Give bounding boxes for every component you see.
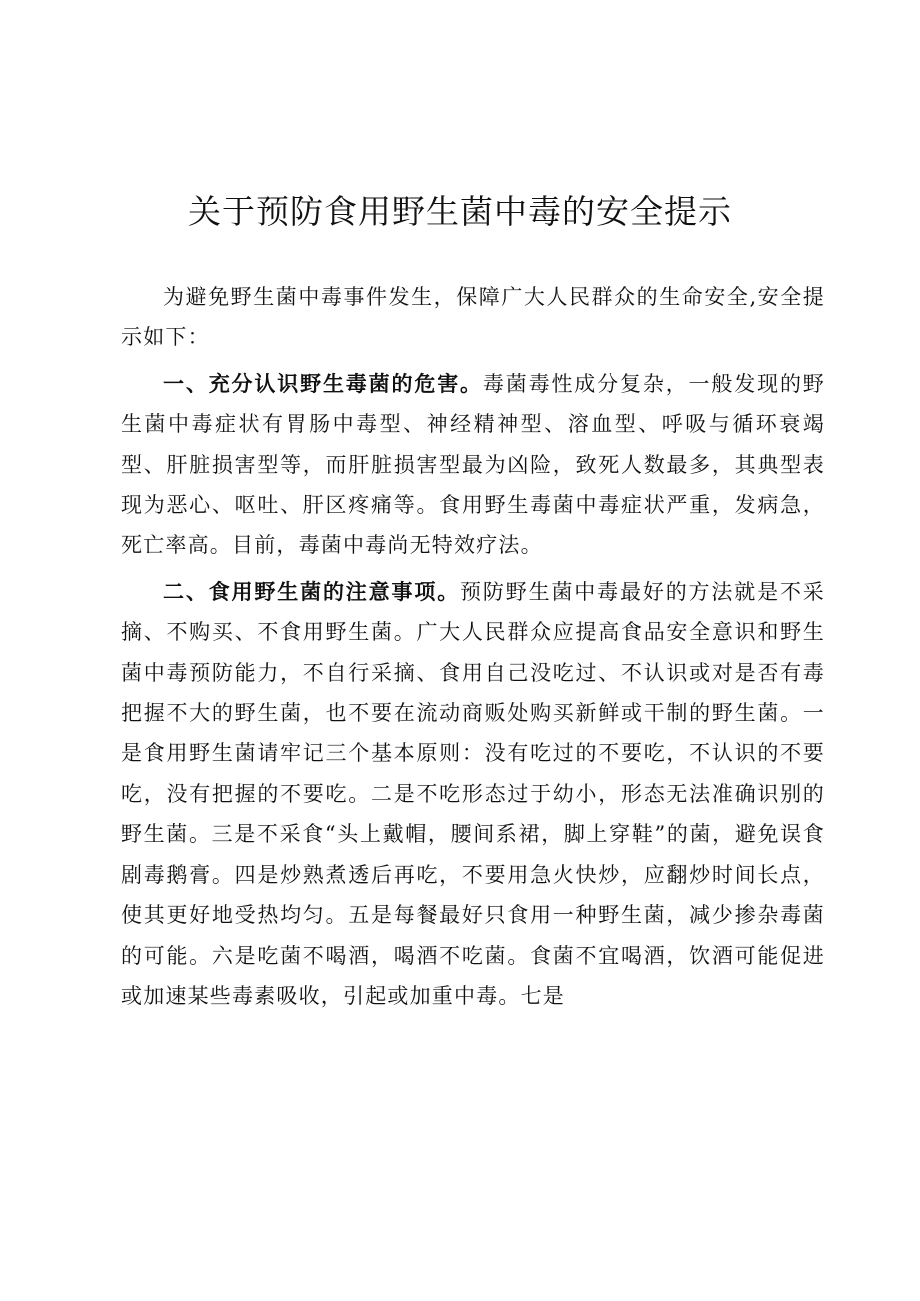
section-1-paragraph xyxy=(121,364,825,566)
document-title: 关于预防食用野生菌中毒的安全提示 xyxy=(188,192,732,231)
section-2-text: 预防野生菌中毒最好的方法就是不采摘、不购买、不食用野生菌。广大人民群众应提高食品安全意识和野生菌中毒预防能力，不自行采摘、食用自己没吃过、不认识或对是否有毒把握不大的野生菌，也不要在流动商贩处购买新鲜或干制的野生菌。一是食用野生菌请牢记三个基本原则：没有吃过的不要吃，不认识的不要吃，没有把握的不要吃。二是不吃形态过于幼小，形态无法准确识别的野生菌。三是不采食“头上戴帽，腰间系裙，脚上穿鞋”的菌，避免误食剧毒鹅膏。四是炒熟煮透后再吃，不要用急火快炒，应翻炒时间长点，使其更好地受热均匀。五是每餐最好只食用一种野生菌，减少掺杂毒菌的可能。六是吃菌不喝酒，喝酒不吃菌。食菌不宜喝酒，饮酒可能促进或加速某些毒素吸收，引起或加重中毒。七是 xyxy=(121,579,825,1008)
section-2-paragraph xyxy=(121,572,825,1016)
intro-paragraph: 为避免野生菌中毒事件发生，保障广大人民群众的生命安全,安全提示如下： xyxy=(121,285,825,350)
document-body xyxy=(121,277,825,1016)
section-1-text: 毒菌毒性成分复杂，一般发现的野生菌中毒症状有胃肠中毒型、神经精神型、溶血型、呼吸与循环衰竭型、肝脏损害型等，而肝脏损害型最为凶险，致死人数最多，其典型表现为恶心、呕吐、肝区疼痛等。食用野生毒菌中毒症状严重，发病急，死亡率高。目前，毒菌中毒尚无特效疗法。 xyxy=(121,371,825,558)
section-2-heading: 二、食用野生菌的注意事项。 xyxy=(163,579,461,604)
section-1-heading: 一、充分认识野生毒菌的危害。 xyxy=(163,371,483,396)
